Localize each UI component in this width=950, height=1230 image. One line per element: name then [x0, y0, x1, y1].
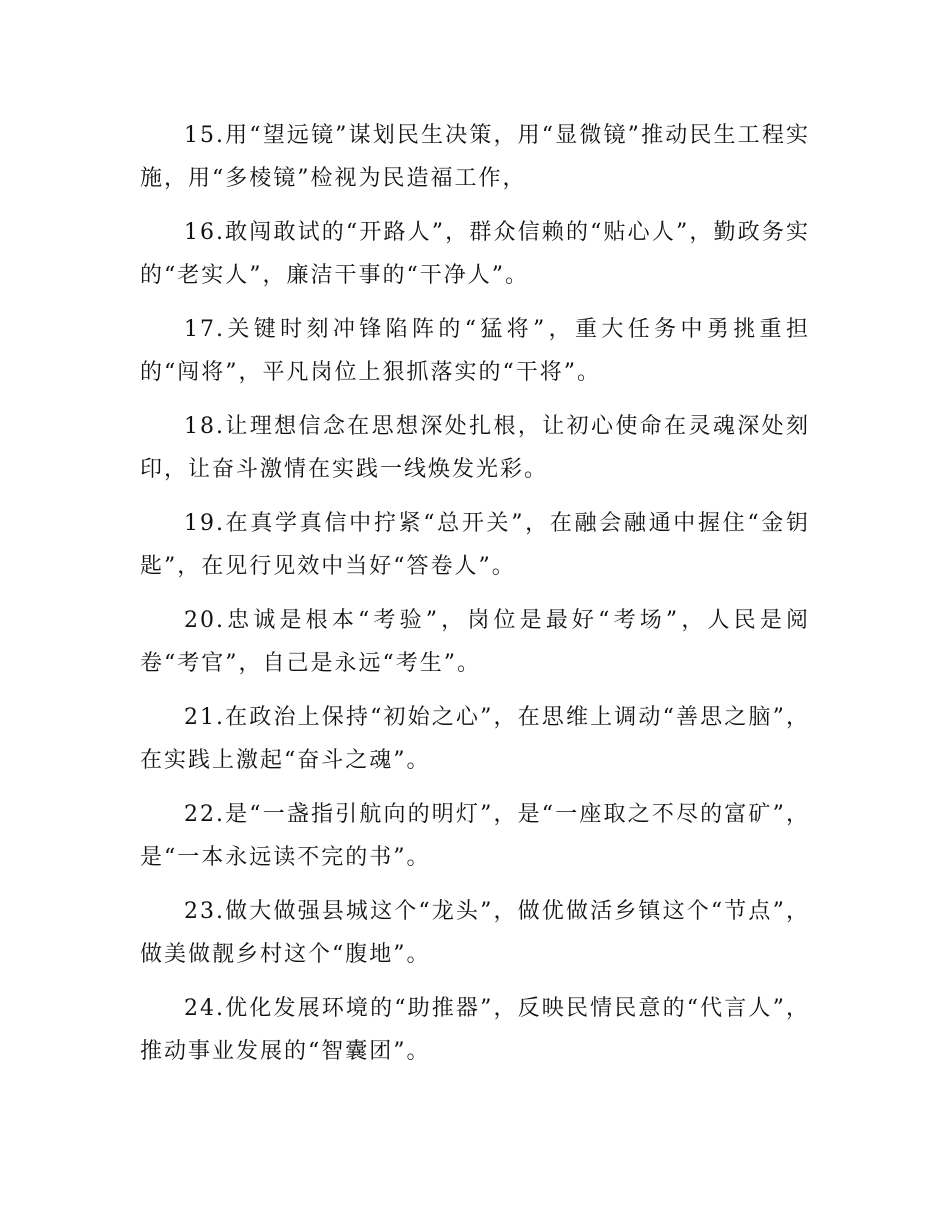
- paragraph-21: 21.在政治上保持“初始之心”，在思维上调动“善思之脑”，在实践上激起“奋斗之魂”。: [140, 705, 810, 773]
- document-body: [140, 114, 810, 1084]
- paragraph-22: 22.是“一盏指引航向的明灯”，是“一座取之不尽的富矿”，是“一本永远读不完的书”。: [140, 802, 810, 870]
- paragraph-17: 17.关键时刻冲锋陷阵的“猛将”，重大任务中勇挑重担的“闯将”，平凡岗位上狠抓落实的“干将”。: [140, 317, 810, 385]
- paragraph-16: 16.敢闯敢试的“开路人”，群众信赖的“贴心人”，勤政务实的“老实人”，廉洁干事的“干净人”。: [140, 220, 810, 288]
- paragraph-24: 24.优化发展环境的“助推器”，反映民情民意的“代言人”，推动事业发展的“智囊团”。: [140, 996, 810, 1064]
- paragraph-23: 23.做大做强县城这个“龙头”，做优做活乡镇这个“节点”，做美做靓乡村这个“腹地”。: [140, 899, 810, 967]
- paragraph-18: 18.让理想信念在思想深处扎根，让初心使命在灵魂深处刻印，让奋斗激情在实践一线焕发光彩。: [140, 414, 810, 482]
- paragraph-15: 15.用“望远镜”谋划民生决策，用“显微镜”推动民生工程实施，用“多棱镜”检视为民造福工作，: [140, 123, 810, 191]
- paragraph-19: 19.在真学真信中拧紧“总开关”，在融会融通中握住“金钥匙”，在见行见效中当好“答卷人”。: [140, 511, 810, 579]
- paragraph-20: 20.忠诚是根本“考验”，岗位是最好“考场”，人民是阅卷“考官”，自己是永远“考生”。: [140, 608, 810, 676]
